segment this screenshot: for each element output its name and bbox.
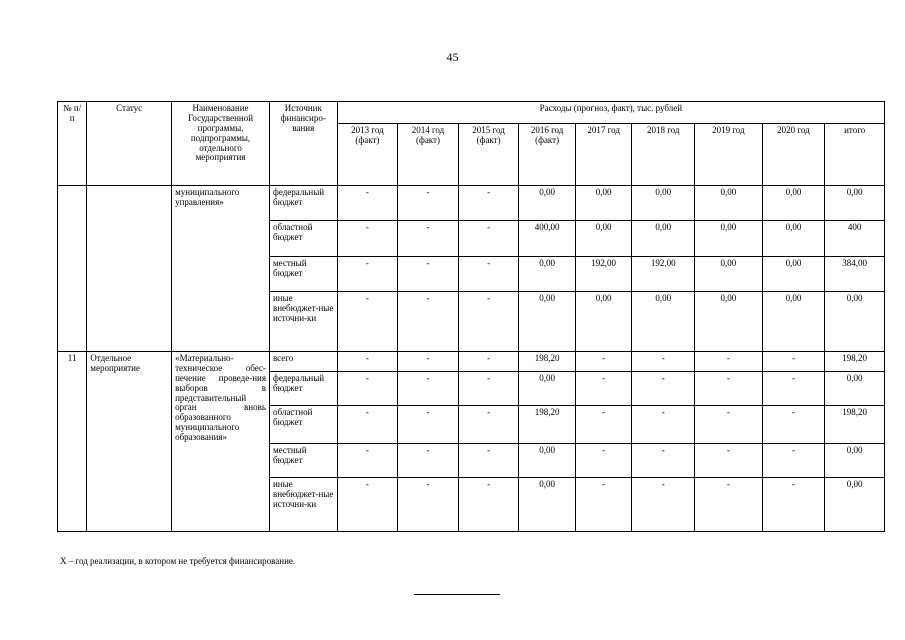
- cell-value: 192,00: [632, 257, 695, 292]
- cell-value: 0,00: [519, 444, 576, 478]
- cell-total: 0,00: [825, 372, 885, 406]
- cell-value: 192,00: [575, 257, 632, 292]
- cell-value: 198,20: [519, 406, 576, 444]
- page-number: 45: [446, 50, 459, 64]
- cell-value: -: [695, 352, 763, 372]
- cell-value: 0,00: [762, 257, 825, 292]
- cell-value: 0,00: [519, 478, 576, 532]
- cell-value: -: [458, 406, 519, 444]
- cell-total: 0,00: [825, 478, 885, 532]
- header-year: 2014 год (факт): [398, 124, 459, 186]
- cell-value: -: [458, 186, 519, 221]
- cell-source: федеральный бюджет: [269, 186, 337, 221]
- cell-value: -: [458, 257, 519, 292]
- cell-source: местный бюджет: [269, 257, 337, 292]
- cell-no: 11: [58, 352, 87, 532]
- header-year: 2018 год: [632, 124, 695, 186]
- cell-value: -: [762, 406, 825, 444]
- cell-value: -: [575, 478, 632, 532]
- cell-name: муниципального управления»: [172, 186, 270, 352]
- cell-value: -: [575, 372, 632, 406]
- cell-value: -: [695, 478, 763, 532]
- cell-value: 0,00: [632, 221, 695, 257]
- cell-value: -: [398, 406, 459, 444]
- cell-value: -: [337, 221, 398, 257]
- cell-source: иные внебюджет-ные источни-ки: [269, 292, 337, 352]
- cell-value: 0,00: [695, 292, 763, 352]
- cell-value: 0,00: [575, 292, 632, 352]
- cell-value: 0,00: [519, 372, 576, 406]
- cell-value: -: [337, 478, 398, 532]
- header-year: 2013 год (факт): [337, 124, 398, 186]
- cell-value: -: [632, 444, 695, 478]
- cell-value: -: [575, 406, 632, 444]
- header-year: 2019 год: [695, 124, 763, 186]
- cell-source: областной бюджет: [269, 406, 337, 444]
- cell-value: -: [695, 406, 763, 444]
- cell-value: -: [337, 406, 398, 444]
- cell-value: -: [337, 372, 398, 406]
- cell-source: иные внебюджет-ные источни-ки: [269, 478, 337, 532]
- cell-value: -: [337, 352, 398, 372]
- header-year: 2020 год: [762, 124, 825, 186]
- cell-value: 0,00: [762, 292, 825, 352]
- header-year: 2015 год (факт): [458, 124, 519, 186]
- expenses-table: [57, 101, 885, 532]
- cell-value: 400,00: [519, 221, 576, 257]
- cell-value: -: [398, 352, 459, 372]
- cell-total: 0,00: [825, 186, 885, 221]
- cell-value: -: [337, 257, 398, 292]
- cell-no: [58, 186, 87, 352]
- header-expenses: Расходы (прогноз, факт), тыс. рублей: [337, 102, 884, 124]
- cell-value: 0,00: [762, 221, 825, 257]
- footnote: Х – год реализации, в котором не требуется финансирование.: [60, 556, 296, 566]
- header-source: Источник финансиро-вания: [269, 102, 337, 186]
- cell-source: местный бюджет: [269, 444, 337, 478]
- cell-value: -: [458, 352, 519, 372]
- cell-value: 0,00: [695, 257, 763, 292]
- header-year: 2016 год (факт): [519, 124, 576, 186]
- cell-value: 0,00: [519, 257, 576, 292]
- cell-total: 198,20: [825, 352, 885, 372]
- header-name: Наименование Государственной программы, подпрограммы, отдельного мероприятия: [172, 102, 270, 186]
- cell-total: 400: [825, 221, 885, 257]
- cell-value: -: [398, 292, 459, 352]
- cell-value: -: [398, 186, 459, 221]
- header-year: 2017 год: [575, 124, 632, 186]
- cell-total: 0,00: [825, 292, 885, 352]
- cell-value: -: [458, 372, 519, 406]
- cell-value: -: [458, 292, 519, 352]
- header-status: Статус: [87, 102, 172, 186]
- table-row: [58, 352, 885, 372]
- cell-value: 0,00: [575, 186, 632, 221]
- table-row: [58, 186, 885, 221]
- cell-value: 0,00: [695, 186, 763, 221]
- cell-value: -: [632, 372, 695, 406]
- cell-total: 198,20: [825, 406, 885, 444]
- cell-value: -: [695, 444, 763, 478]
- cell-value: -: [762, 444, 825, 478]
- cell-value: 0,00: [762, 186, 825, 221]
- bottom-rule: [414, 594, 500, 595]
- cell-value: 0,00: [519, 186, 576, 221]
- cell-value: -: [632, 406, 695, 444]
- cell-total: 384,00: [825, 257, 885, 292]
- cell-value: -: [458, 221, 519, 257]
- cell-value: -: [337, 186, 398, 221]
- cell-value: -: [632, 352, 695, 372]
- cell-value: -: [337, 292, 398, 352]
- cell-value: 0,00: [695, 221, 763, 257]
- header-no: № п/п: [58, 102, 87, 186]
- header-row: [58, 102, 885, 124]
- cell-value: -: [762, 372, 825, 406]
- cell-value: -: [398, 444, 459, 478]
- cell-value: -: [398, 372, 459, 406]
- cell-status: [87, 186, 172, 352]
- cell-value: -: [337, 444, 398, 478]
- cell-value: 0,00: [575, 221, 632, 257]
- cell-source: областной бюджет: [269, 221, 337, 257]
- cell-status: Отдельное мероприятие: [87, 352, 172, 532]
- cell-value: 0,00: [519, 292, 576, 352]
- cell-value: 0,00: [632, 292, 695, 352]
- cell-value: -: [398, 257, 459, 292]
- cell-source: федеральный бюджет: [269, 372, 337, 406]
- cell-source: всего: [269, 352, 337, 372]
- cell-value: -: [458, 444, 519, 478]
- cell-value: -: [398, 478, 459, 532]
- cell-value: -: [458, 478, 519, 532]
- cell-value: -: [762, 352, 825, 372]
- cell-value: -: [575, 352, 632, 372]
- cell-value: -: [632, 478, 695, 532]
- cell-value: -: [398, 221, 459, 257]
- cell-total: 0,00: [825, 444, 885, 478]
- cell-value: 0,00: [632, 186, 695, 221]
- cell-value: -: [695, 372, 763, 406]
- cell-value: 198,20: [519, 352, 576, 372]
- header-total: итого: [825, 124, 885, 186]
- cell-name: «Материально-техническое обес-печение проведе-ния выборов в представительный орган вновь образованного муниципального образования»: [172, 352, 270, 532]
- cell-value: -: [575, 444, 632, 478]
- cell-value: -: [762, 478, 825, 532]
